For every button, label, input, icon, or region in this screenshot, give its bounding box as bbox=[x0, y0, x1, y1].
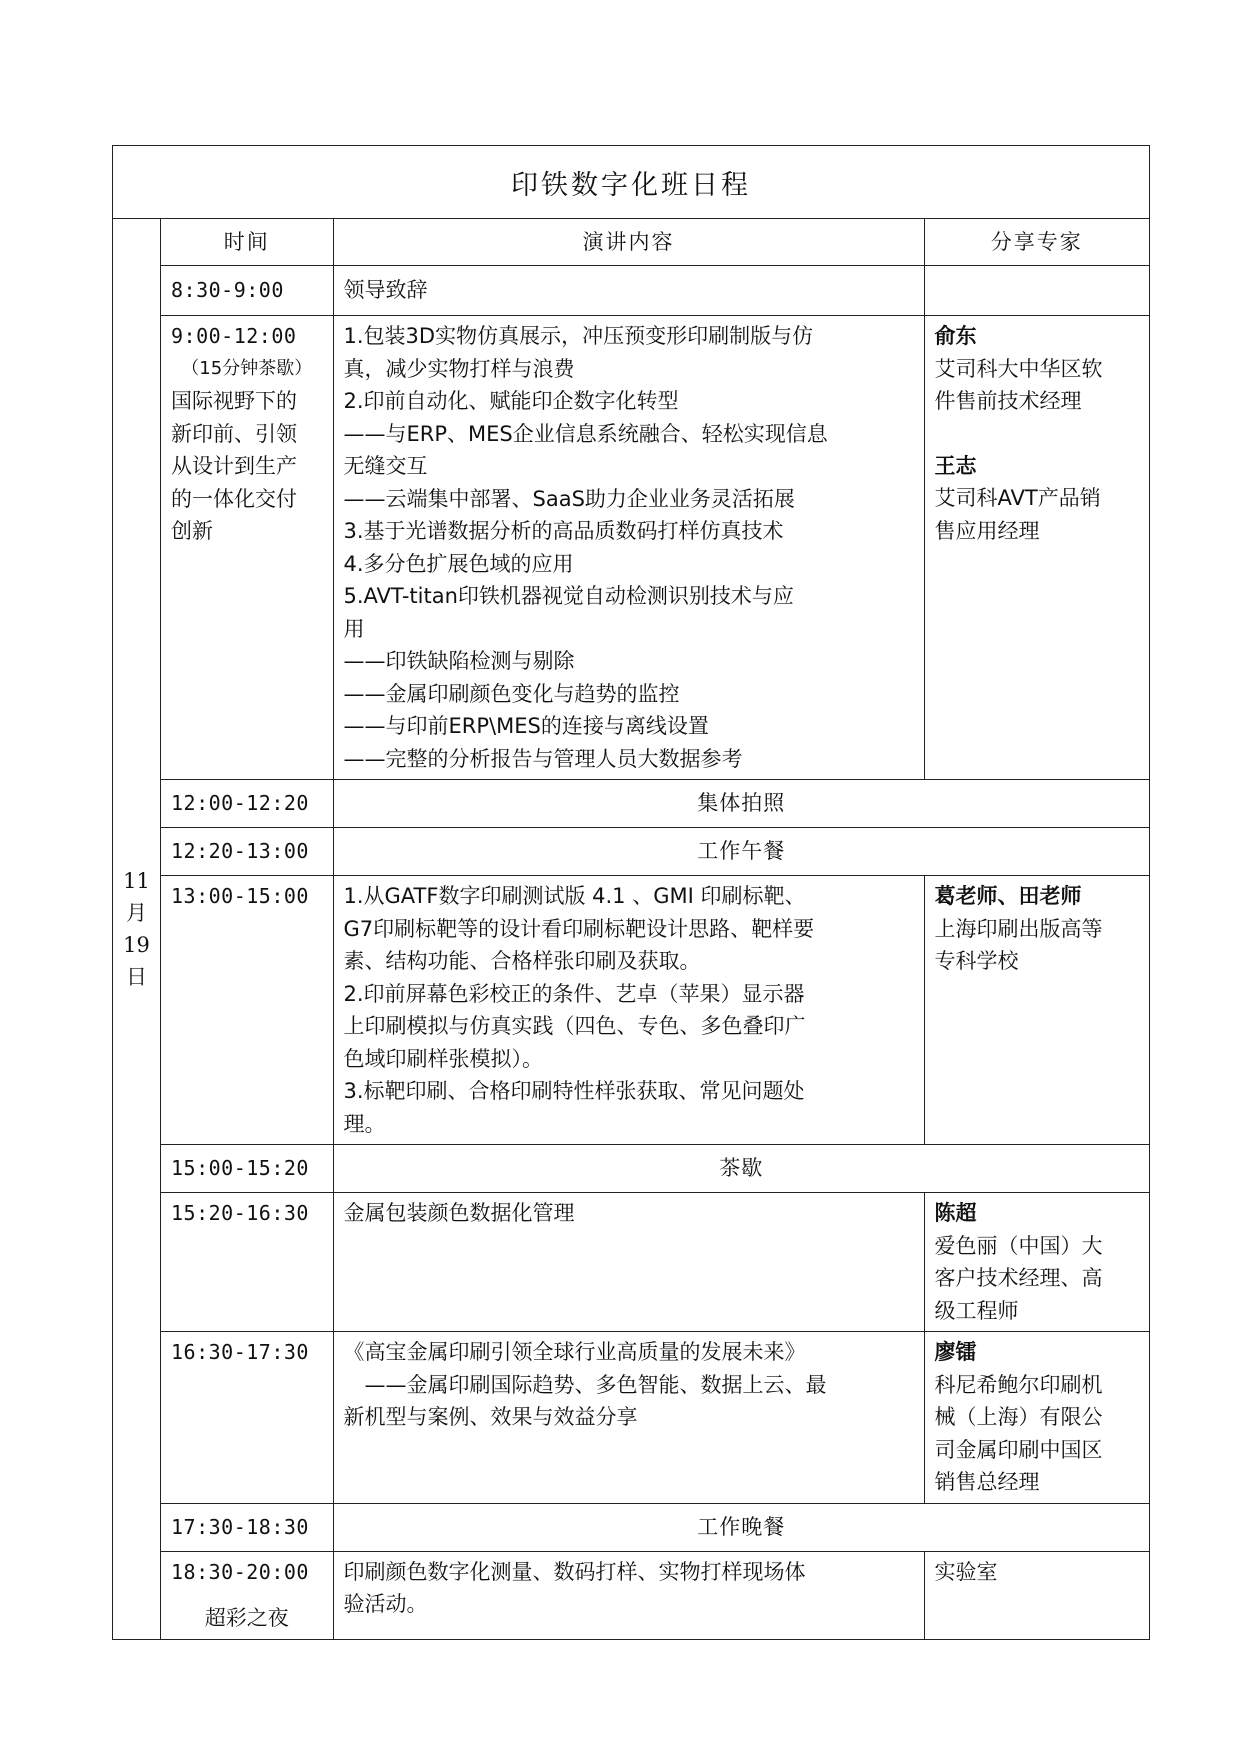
table-row bbox=[161, 1145, 1149, 1193]
schedule-sheet bbox=[112, 145, 1150, 1640]
expert-title: 客户技术经理、高 bbox=[934, 1266, 1103, 1290]
session-desc: 创新 bbox=[171, 519, 213, 543]
content-line: 金属包装颜色数据化管理 bbox=[343, 1201, 575, 1225]
expert-name: 王志 bbox=[934, 453, 977, 478]
time-cell bbox=[161, 316, 333, 780]
schedule-title: 印铁数字化班日程 bbox=[113, 146, 1149, 219]
time-cell: 15:20-16:30 bbox=[161, 1193, 333, 1332]
expert-title: 上海印刷出版高等 bbox=[934, 916, 1103, 941]
expert-name: 俞东 bbox=[934, 324, 977, 348]
time-cell: 17:30-18:30 bbox=[161, 1503, 333, 1551]
content-line: ——金属印刷国际趋势、多色智能、数据上云、最 bbox=[343, 1372, 827, 1397]
span-cell: 茶歇 bbox=[333, 1145, 1149, 1193]
expert-title: 科尼希鲍尔印刷机 bbox=[934, 1372, 1103, 1397]
time-cell: 16:30-17:30 bbox=[161, 1332, 333, 1504]
content-line: ——与印前ERP\MES的连接与离线设置 bbox=[343, 714, 709, 738]
content-line: 3.基于光谱数据分析的高品质数码打样仿真技术 bbox=[343, 519, 784, 543]
expert-cell bbox=[924, 1332, 1149, 1504]
time-note: （15分钟茶歇） bbox=[181, 357, 313, 379]
time-cell: 15:00-15:20 bbox=[161, 1145, 333, 1193]
content-cell bbox=[333, 1332, 924, 1504]
expert-title: 艾司科AVT产品销 bbox=[934, 486, 1101, 510]
table-row bbox=[161, 828, 1149, 876]
session-desc: 新印前、引领 bbox=[171, 421, 297, 446]
content-line: 2.印前自动化、赋能印企数字化转型 bbox=[343, 389, 679, 413]
time-cell bbox=[161, 1551, 333, 1639]
content-cell: 领导致辞 bbox=[333, 266, 924, 316]
content-line: 新机型与案例、效果与效益分享 bbox=[343, 1405, 638, 1429]
schedule-body bbox=[113, 219, 1149, 1639]
content-line: 印刷颜色数字化测量、数码打样、实物打样现场体 bbox=[343, 1559, 806, 1584]
content-line: 4.多分色扩展色域的应用 bbox=[343, 551, 574, 576]
expert-cell bbox=[924, 316, 1149, 780]
content-line: G7印刷标靶等的设计看印刷标靶设计思路、靶样要 bbox=[343, 916, 815, 941]
content-line: 《高宝金属印刷引领全球行业高质量的发展未来》 bbox=[343, 1340, 806, 1364]
session-desc: 从设计到生产 bbox=[171, 454, 297, 478]
expert-title: 销售总经理 bbox=[934, 1470, 1040, 1494]
expert-name: 陈超 bbox=[934, 1201, 977, 1225]
content-line: 无缝交互 bbox=[343, 454, 428, 478]
header-time: 时间 bbox=[161, 219, 333, 266]
table-row bbox=[161, 266, 1149, 316]
table-row bbox=[161, 1503, 1149, 1551]
expert-title: 件售前技术经理 bbox=[934, 389, 1082, 413]
content-line: ——印铁缺陷检测与剔除 bbox=[343, 649, 575, 673]
time-note: 超彩之夜 bbox=[204, 1606, 289, 1630]
content-line: 3.标靶印刷、合格印刷特性样张获取、常见问题处 bbox=[343, 1079, 805, 1103]
table-row bbox=[161, 1193, 1149, 1332]
time-cell: 8:30-9:00 bbox=[161, 266, 333, 316]
content-line: 素、结构功能、合格样张印刷及获取。 bbox=[343, 949, 701, 973]
table-row bbox=[161, 316, 1149, 780]
expert-title: 专科学校 bbox=[934, 949, 1019, 973]
expert-cell bbox=[924, 876, 1149, 1145]
expert-title: 售应用经理 bbox=[934, 518, 1040, 543]
expert-cell: 实验室 bbox=[924, 1551, 1149, 1639]
content-line: ——云端集中部署、SaaS助力企业业务灵活拓展 bbox=[343, 486, 795, 511]
span-cell: 工作午餐 bbox=[333, 828, 1149, 876]
table-row bbox=[161, 1551, 1149, 1639]
expert-title: 械（上海）有限公 bbox=[934, 1405, 1103, 1429]
date-label: 11月19日 bbox=[123, 868, 150, 989]
expert-name: 葛老师、田老师 bbox=[934, 884, 1082, 908]
content-line: ——与ERP、MES企业信息系统融合、轻松实现信息 bbox=[343, 421, 828, 446]
span-cell: 集体拍照 bbox=[333, 780, 1149, 828]
content-line: 上印刷模拟与仿真实践（四色、专色、多色叠印广 bbox=[343, 1014, 806, 1038]
content-line: 色域印刷样张模拟）。 bbox=[343, 1046, 543, 1071]
content-line: 用 bbox=[343, 616, 365, 641]
date-column bbox=[113, 219, 161, 1639]
content-line: 1.包装3D实物仿真展示，冲压预变形印刷制版与仿 bbox=[343, 324, 814, 348]
expert-title: 司金属印刷中国区 bbox=[934, 1437, 1103, 1462]
time-cell: 13:00-15:00 bbox=[161, 876, 333, 1145]
time-range: 18:30-20:00 bbox=[171, 1559, 309, 1584]
header-row bbox=[161, 219, 1149, 266]
content-line: 5.AVT-titan印铁机器视觉自动检测识别技术与应 bbox=[343, 584, 794, 608]
header-content: 演讲内容 bbox=[333, 219, 924, 266]
expert-title: 艾司科大中华区软 bbox=[934, 356, 1103, 381]
content-cell bbox=[333, 1551, 924, 1639]
time-cell: 12:00-12:20 bbox=[161, 780, 333, 828]
expert-name: 廖镭 bbox=[934, 1340, 977, 1364]
content-cell bbox=[333, 876, 924, 1145]
expert-title: 爱色丽（中国）大 bbox=[934, 1233, 1103, 1258]
session-desc: 的一体化交付 bbox=[171, 486, 297, 511]
content-line: 1.从GATF数字印刷测试版 4.1 、GMI 印刷标靶、 bbox=[343, 884, 806, 908]
content-line: 验活动。 bbox=[343, 1592, 428, 1616]
time-range: 9:00-12:00 bbox=[171, 324, 297, 348]
content-cell bbox=[333, 1193, 924, 1332]
session-desc: 国际视野下的 bbox=[171, 389, 297, 413]
content-line: ——完整的分析报告与管理人员大数据参考 bbox=[343, 746, 743, 771]
expert-cell bbox=[924, 1193, 1149, 1332]
content-line: ——金属印刷颜色变化与趋势的监控 bbox=[343, 681, 680, 706]
span-cell: 工作晚餐 bbox=[333, 1503, 1149, 1551]
expert-cell bbox=[924, 266, 1149, 316]
content-line: 2.印前屏幕色彩校正的条件、艺卓（苹果）显示器 bbox=[343, 981, 805, 1006]
content-cell bbox=[333, 316, 924, 780]
table-row bbox=[161, 876, 1149, 1145]
content-line: 理。 bbox=[343, 1111, 386, 1136]
schedule-table bbox=[161, 219, 1149, 1639]
time-cell: 12:20-13:00 bbox=[161, 828, 333, 876]
header-expert: 分享专家 bbox=[924, 219, 1149, 266]
content-line: 真，减少实物打样与浪费 bbox=[343, 356, 575, 381]
expert-title: 级工程师 bbox=[934, 1298, 1019, 1323]
table-row bbox=[161, 780, 1149, 828]
table-row bbox=[161, 1332, 1149, 1504]
